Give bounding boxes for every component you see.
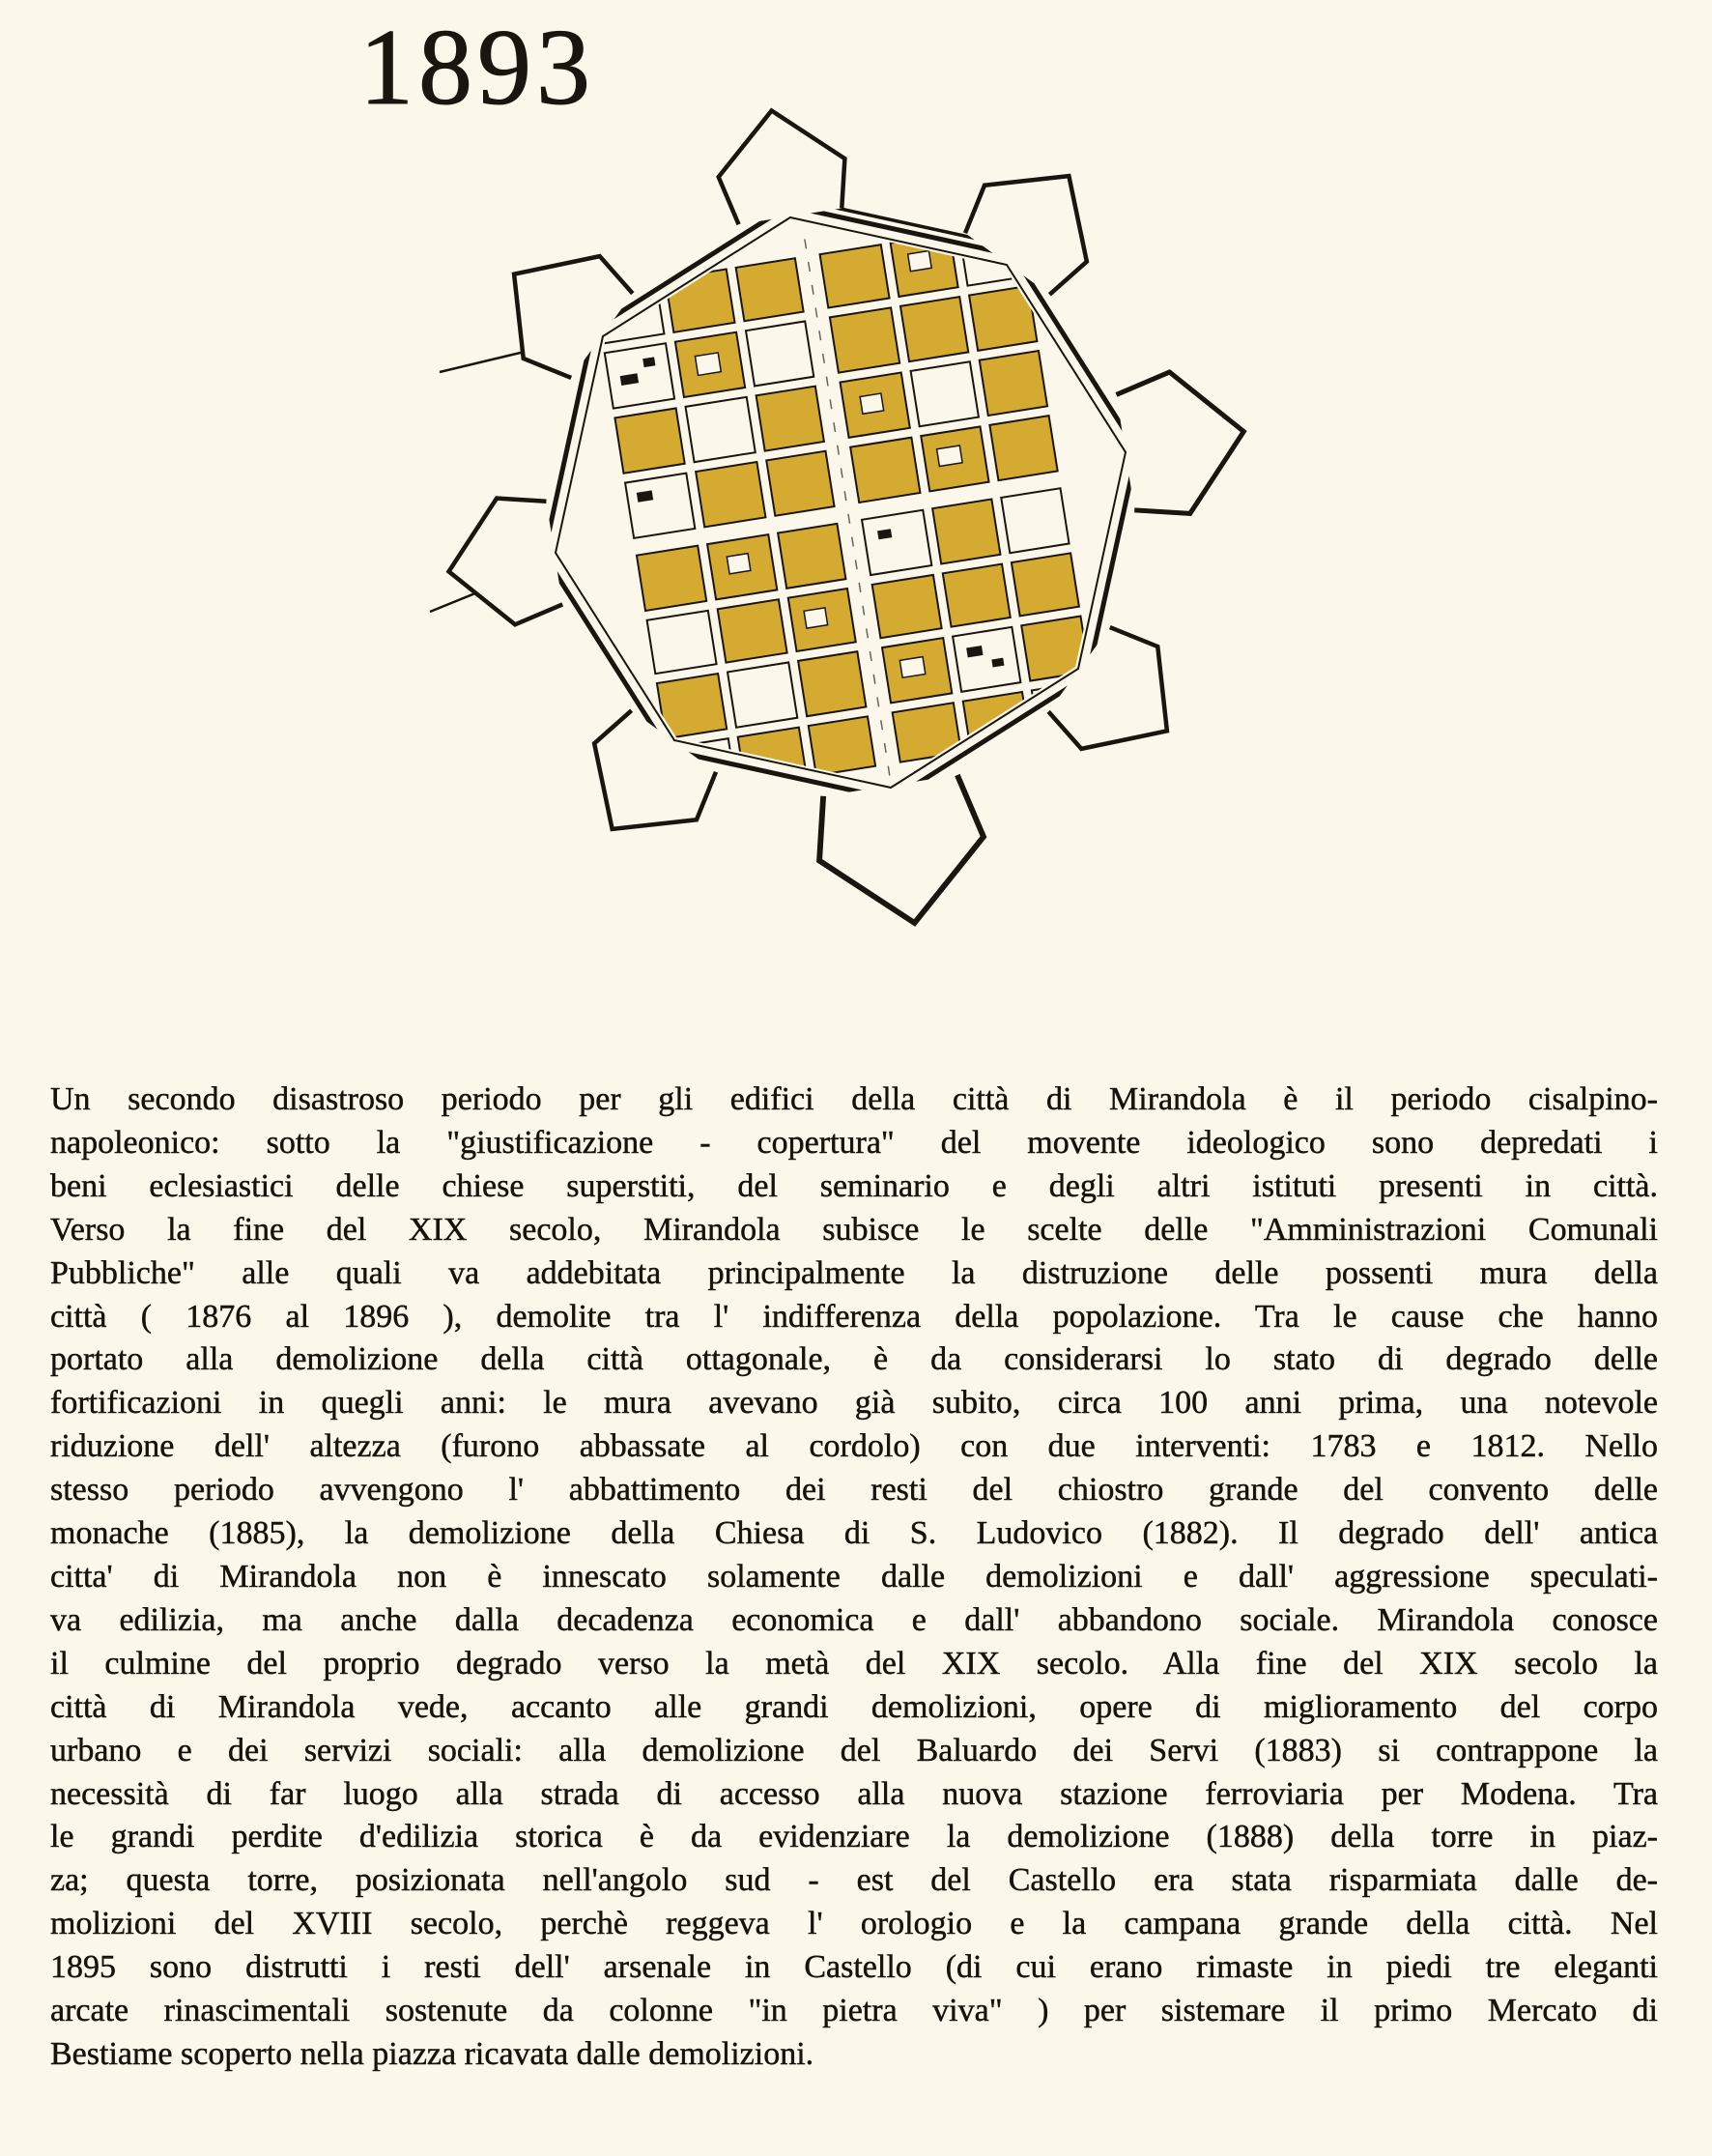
text-line: Pubbliche" alle quali va addebitata principalmente la distruzione delle possenti mura della [50,1254,1658,1291]
text-line: stesso periodo avvengono l' abbattimento dei resti del chiostro grande del convento delle [50,1472,1658,1509]
text-line: citta' di Mirandola non è innescato solamente dalle demolizioni e dall' aggressione speculati- [50,1558,1658,1595]
text-line: città di Mirandola vede, accanto alle grandi demolizioni, opere di miglioramento del corpo [50,1688,1658,1725]
text-line: città ( 1876 al 1896 ), demolite tra l' indifferenza della popolazione. Tra le cause che hanno [50,1298,1658,1335]
text-line: necessità di far luogo alla strada di accesso alla nuova stazione ferroviaria per Modena. Tra [50,1775,1658,1812]
body-text [50,1078,1658,2077]
text-line: molizioni del XVIII secolo, perchè reggeva l' orologio e la campana grande della città. Nel [50,1906,1658,1942]
text-line: za; questa torre, posizionata nell'angolo sud - est del Castello era stata risparmiata dalle de- [50,1862,1658,1899]
text-line: il culmine del proprio degrado verso la metà del XIX secolo. Alla fine del XIX secolo la [50,1645,1658,1682]
mirandola-1893-map-figure [401,82,1282,947]
text-line: urbano e dei servizi sociali: alla demolizione del Baluardo dei Servi (1883) si contrappone la [50,1732,1658,1768]
fortress-city-map [401,82,1282,947]
page-title: 1893 [359,8,595,128]
text-line: portato alla demolizione della città ottagonale, è da considerarsi lo stato di degrado delle [50,1341,1658,1378]
text-line: Verso la fine del XIX secolo, Mirandola subisce le scelte delle "Amministrazioni Comunali [50,1211,1658,1248]
text-line: le grandi perdite d'edilizia storica è da evidenziare la demolizione (1888) della torre in piaz- [50,1819,1658,1855]
text-line: va edilizia, ma anche dalla decadenza economica e dall' abbandono sociale. Mirandola conosce [50,1601,1658,1638]
text-line: Bestiame scoperto nella piazza ricavata dalle demolizioni. [50,2035,814,2072]
text-line: fortificazioni in quegli anni: le mura avevano già subito, circa 100 anni prima, una notevole [50,1385,1658,1422]
text-line: riduzione dell' altezza (furono abbassate al cordolo) con due interventi: 1783 e 1812. Nello [50,1428,1658,1465]
text-line: Un secondo disastroso periodo per gli edifici della città di Mirandola è il periodo cisalpino- [50,1081,1658,1117]
text-line: monache (1885), la demolizione della Chiesa di S. Ludovico (1882). Il degrado dell' antica [50,1515,1658,1552]
text-line: napoleonico: sotto la "giustificazione - copertura" del movente ideologico sono depredati i [50,1124,1658,1161]
text-line: 1895 sono distrutti i resti dell' arsenale in Castello (di cui erano rimaste in piedi tre eleganti [50,1949,1658,1986]
text-line: beni eclesiastici delle chiese superstiti, del seminario e degli altri istituti presenti in città. [50,1167,1658,1204]
text-line: arcate rinascimentali sostenute da colonne "in pietra viva" ) per sistemare il primo Mercato di [50,1993,1658,2029]
